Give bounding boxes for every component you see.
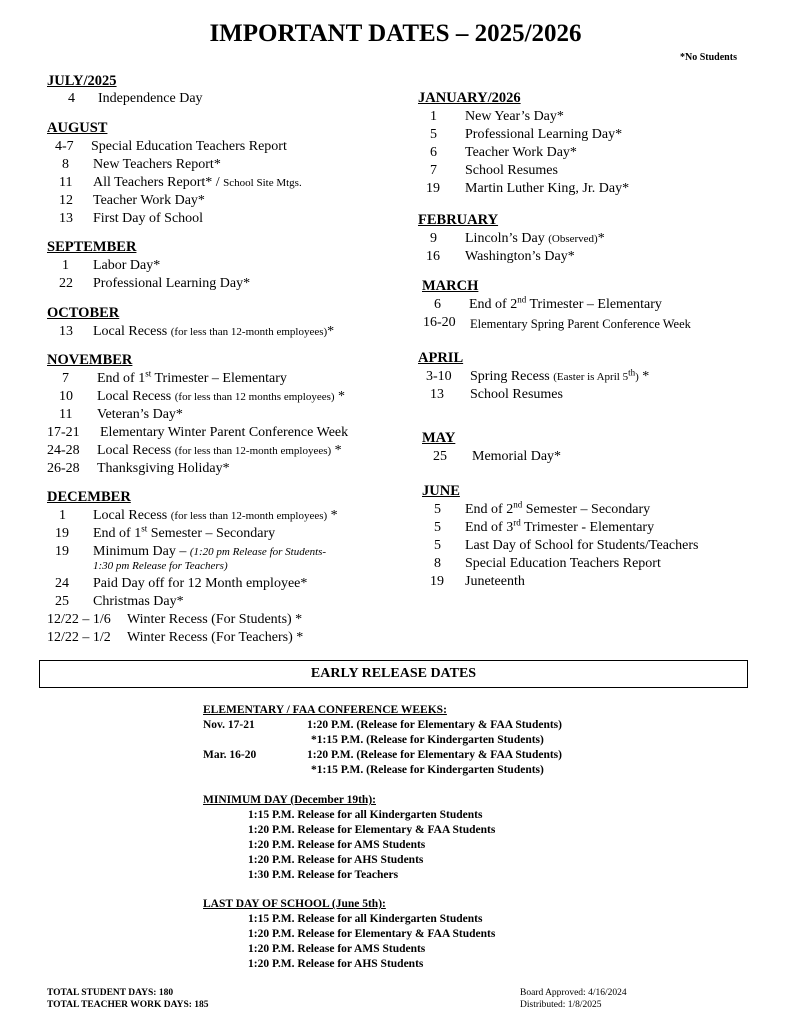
month-heading-march: MARCH [422, 278, 479, 294]
month-heading-october: OCTOBER [47, 305, 120, 321]
board-approved: Board Approved: 4/16/2024 [520, 988, 627, 998]
conference-date: Nov. 17-21 [203, 719, 255, 731]
month-heading-december: DECEMBER [47, 489, 131, 505]
month-heading-january: JANUARY/2026 [418, 90, 521, 106]
minimum-day-line: 1:30 P.M. Release for Teachers [248, 869, 399, 881]
last-day-line: 1:15 P.M. Release for all Kindergarten Students [248, 913, 483, 925]
month-heading-august: AUGUST [47, 120, 108, 136]
last-day-line: 1:20 P.M. Release for Elementary & FAA Students [248, 928, 496, 940]
minimum-day-heading: MINIMUM DAY (December 19th): [203, 794, 376, 806]
last-day-heading: LAST DAY OF SCHOOL (June 5th): [203, 898, 386, 910]
month-heading-february: FEBRUARY [418, 212, 499, 228]
conference-date: Mar. 16-20 [203, 749, 257, 761]
month-heading-april: APRIL [418, 350, 464, 366]
minimum-day-line: 1:15 P.M. Release for all Kindergarten Students [248, 809, 483, 821]
early-release-title: EARLY RELEASE DATES [310, 666, 477, 681]
month-heading-september: SEPTEMBER [47, 239, 137, 255]
conference-weeks-heading: ELEMENTARY / FAA CONFERENCE WEEKS: [203, 704, 447, 716]
month-heading-june: JUNE [422, 483, 460, 499]
total-teacher-days: TOTAL TEACHER WORK DAYS: 185 [47, 1000, 209, 1010]
conference-release-line: 1:20 P.M. (Release for Elementary & FAA Students) [307, 719, 562, 731]
minimum-day-line: 1:20 P.M. Release for Elementary & FAA Students [248, 824, 496, 836]
conference-release-line: *1:15 P.M. (Release for Kindergarten Students) [311, 734, 544, 746]
total-student-days: TOTAL STUDENT DAYS: 180 [47, 988, 174, 998]
no-students-note: *No Students [680, 52, 737, 63]
conference-release-line: 1:20 P.M. (Release for Elementary & FAA Students) [307, 749, 562, 761]
distributed-date: Distributed: 1/8/2025 [520, 1000, 602, 1010]
minimum-day-line: 1:20 P.M. Release for AHS Students [248, 854, 424, 866]
last-day-line: 1:20 P.M. Release for AMS Students [248, 943, 426, 955]
month-heading-november: NOVEMBER [47, 352, 133, 368]
page-title: IMPORTANT DATES – 2025/2026 [209, 20, 582, 47]
minimum-day-line: 1:20 P.M. Release for AMS Students [248, 839, 426, 851]
month-heading-may: MAY [422, 430, 456, 446]
early-release-header-box [39, 660, 748, 688]
last-day-line: 1:20 P.M. Release for AHS Students [248, 958, 424, 970]
conference-release-line: *1:15 P.M. (Release for Kindergarten Students) [311, 764, 544, 776]
month-heading-july: JULY/2025 [47, 73, 117, 89]
